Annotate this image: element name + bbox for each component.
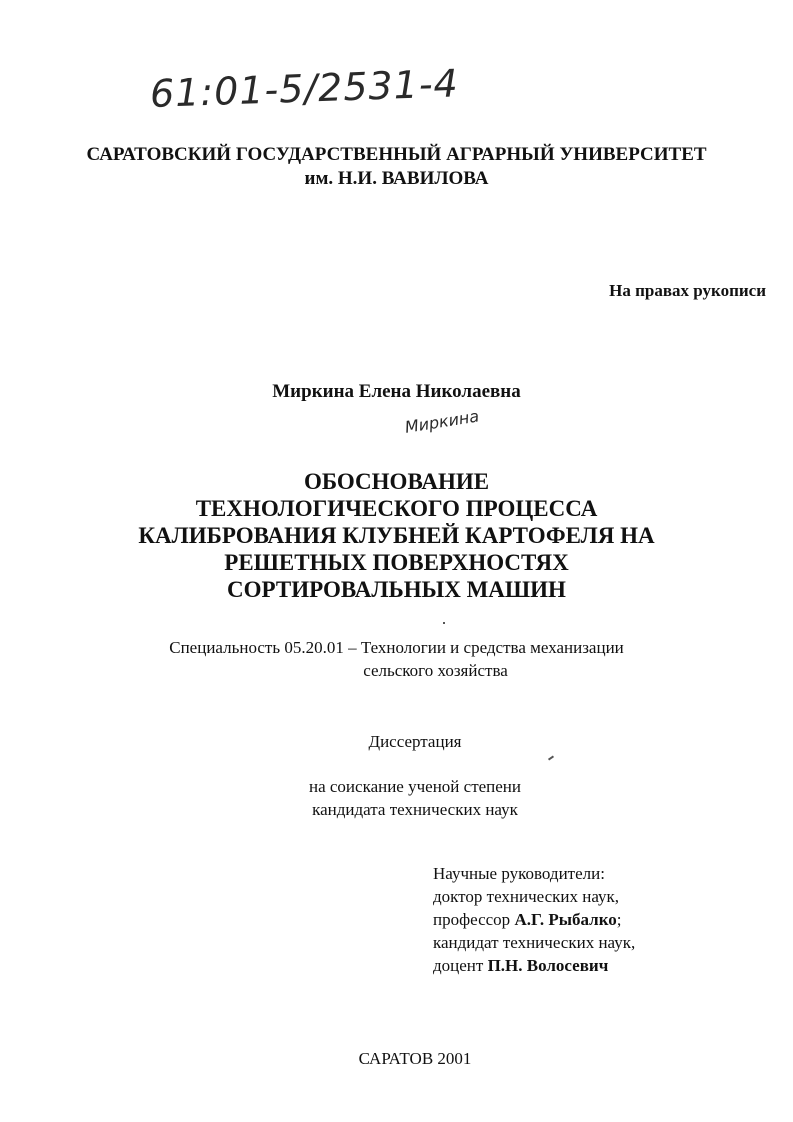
title-line: КАЛИБРОВАНИЯ КЛУБНЕЙ КАРТОФЕЛЯ НА xyxy=(138,523,655,548)
supervisor-2 xyxy=(433,954,635,977)
degree-sought xyxy=(0,775,793,821)
dissertation-title xyxy=(0,468,793,603)
author-signature: Миркина xyxy=(403,406,481,437)
scan-mark xyxy=(548,755,554,760)
author-name: Миркина Елена Николаевна xyxy=(272,381,521,402)
university-name xyxy=(0,143,793,191)
degree-line-2: кандидата технических наук xyxy=(312,800,518,819)
specialty-line-1: Специальность 05.20.01 – Технологии и средства механизации xyxy=(169,638,624,657)
supervisor-1-title: профессор xyxy=(433,910,511,929)
degree-line-1: на соискание ученой степени xyxy=(308,777,522,796)
supervisor-2-title: доцент xyxy=(433,956,484,975)
supervisor-1-degree: доктор технических наук, xyxy=(433,887,620,906)
university-line-1: САРАТОВСКИЙ ГОСУДАРСТВЕННЫЙ АГРАРНЫЙ УНИВЕРСИТЕТ xyxy=(86,144,707,165)
title-line: ТЕХНОЛОГИЧЕСКОГО ПРОЦЕССА xyxy=(195,496,598,521)
supervisor-1-name: А.Г. Рыбалко xyxy=(514,910,617,929)
supervisors-heading: Научные руководители: xyxy=(433,864,605,883)
city-year: САРАТОВ 2001 xyxy=(358,1049,472,1068)
university-line-2: им. Н.И. ВАВИЛОВА xyxy=(304,168,489,189)
document-genre: Диссертация xyxy=(368,732,462,751)
title-line: РЕШЕТНЫХ ПОВЕРХНОСТЯХ xyxy=(224,550,569,575)
scan-mark xyxy=(443,622,445,624)
supervisor-2-name: П.Н. Волосевич xyxy=(487,956,609,975)
specialty xyxy=(0,636,793,682)
title-line: ОБОСНОВАНИЕ xyxy=(303,469,490,494)
supervisor-separator: ; xyxy=(616,910,622,929)
archive-code-handwritten: 61:01-5/2531-4 xyxy=(149,61,460,116)
supervisors xyxy=(433,862,635,977)
supervisor-2-degree: кандидат технических наук, xyxy=(433,933,636,952)
title-line: СОРТИРОВАЛЬНЫХ МАШИН xyxy=(227,577,566,602)
specialty-line-2: сельского хозяйства xyxy=(363,661,508,680)
supervisor-1 xyxy=(433,908,635,931)
rights-note: На правах рукописи xyxy=(609,281,766,300)
